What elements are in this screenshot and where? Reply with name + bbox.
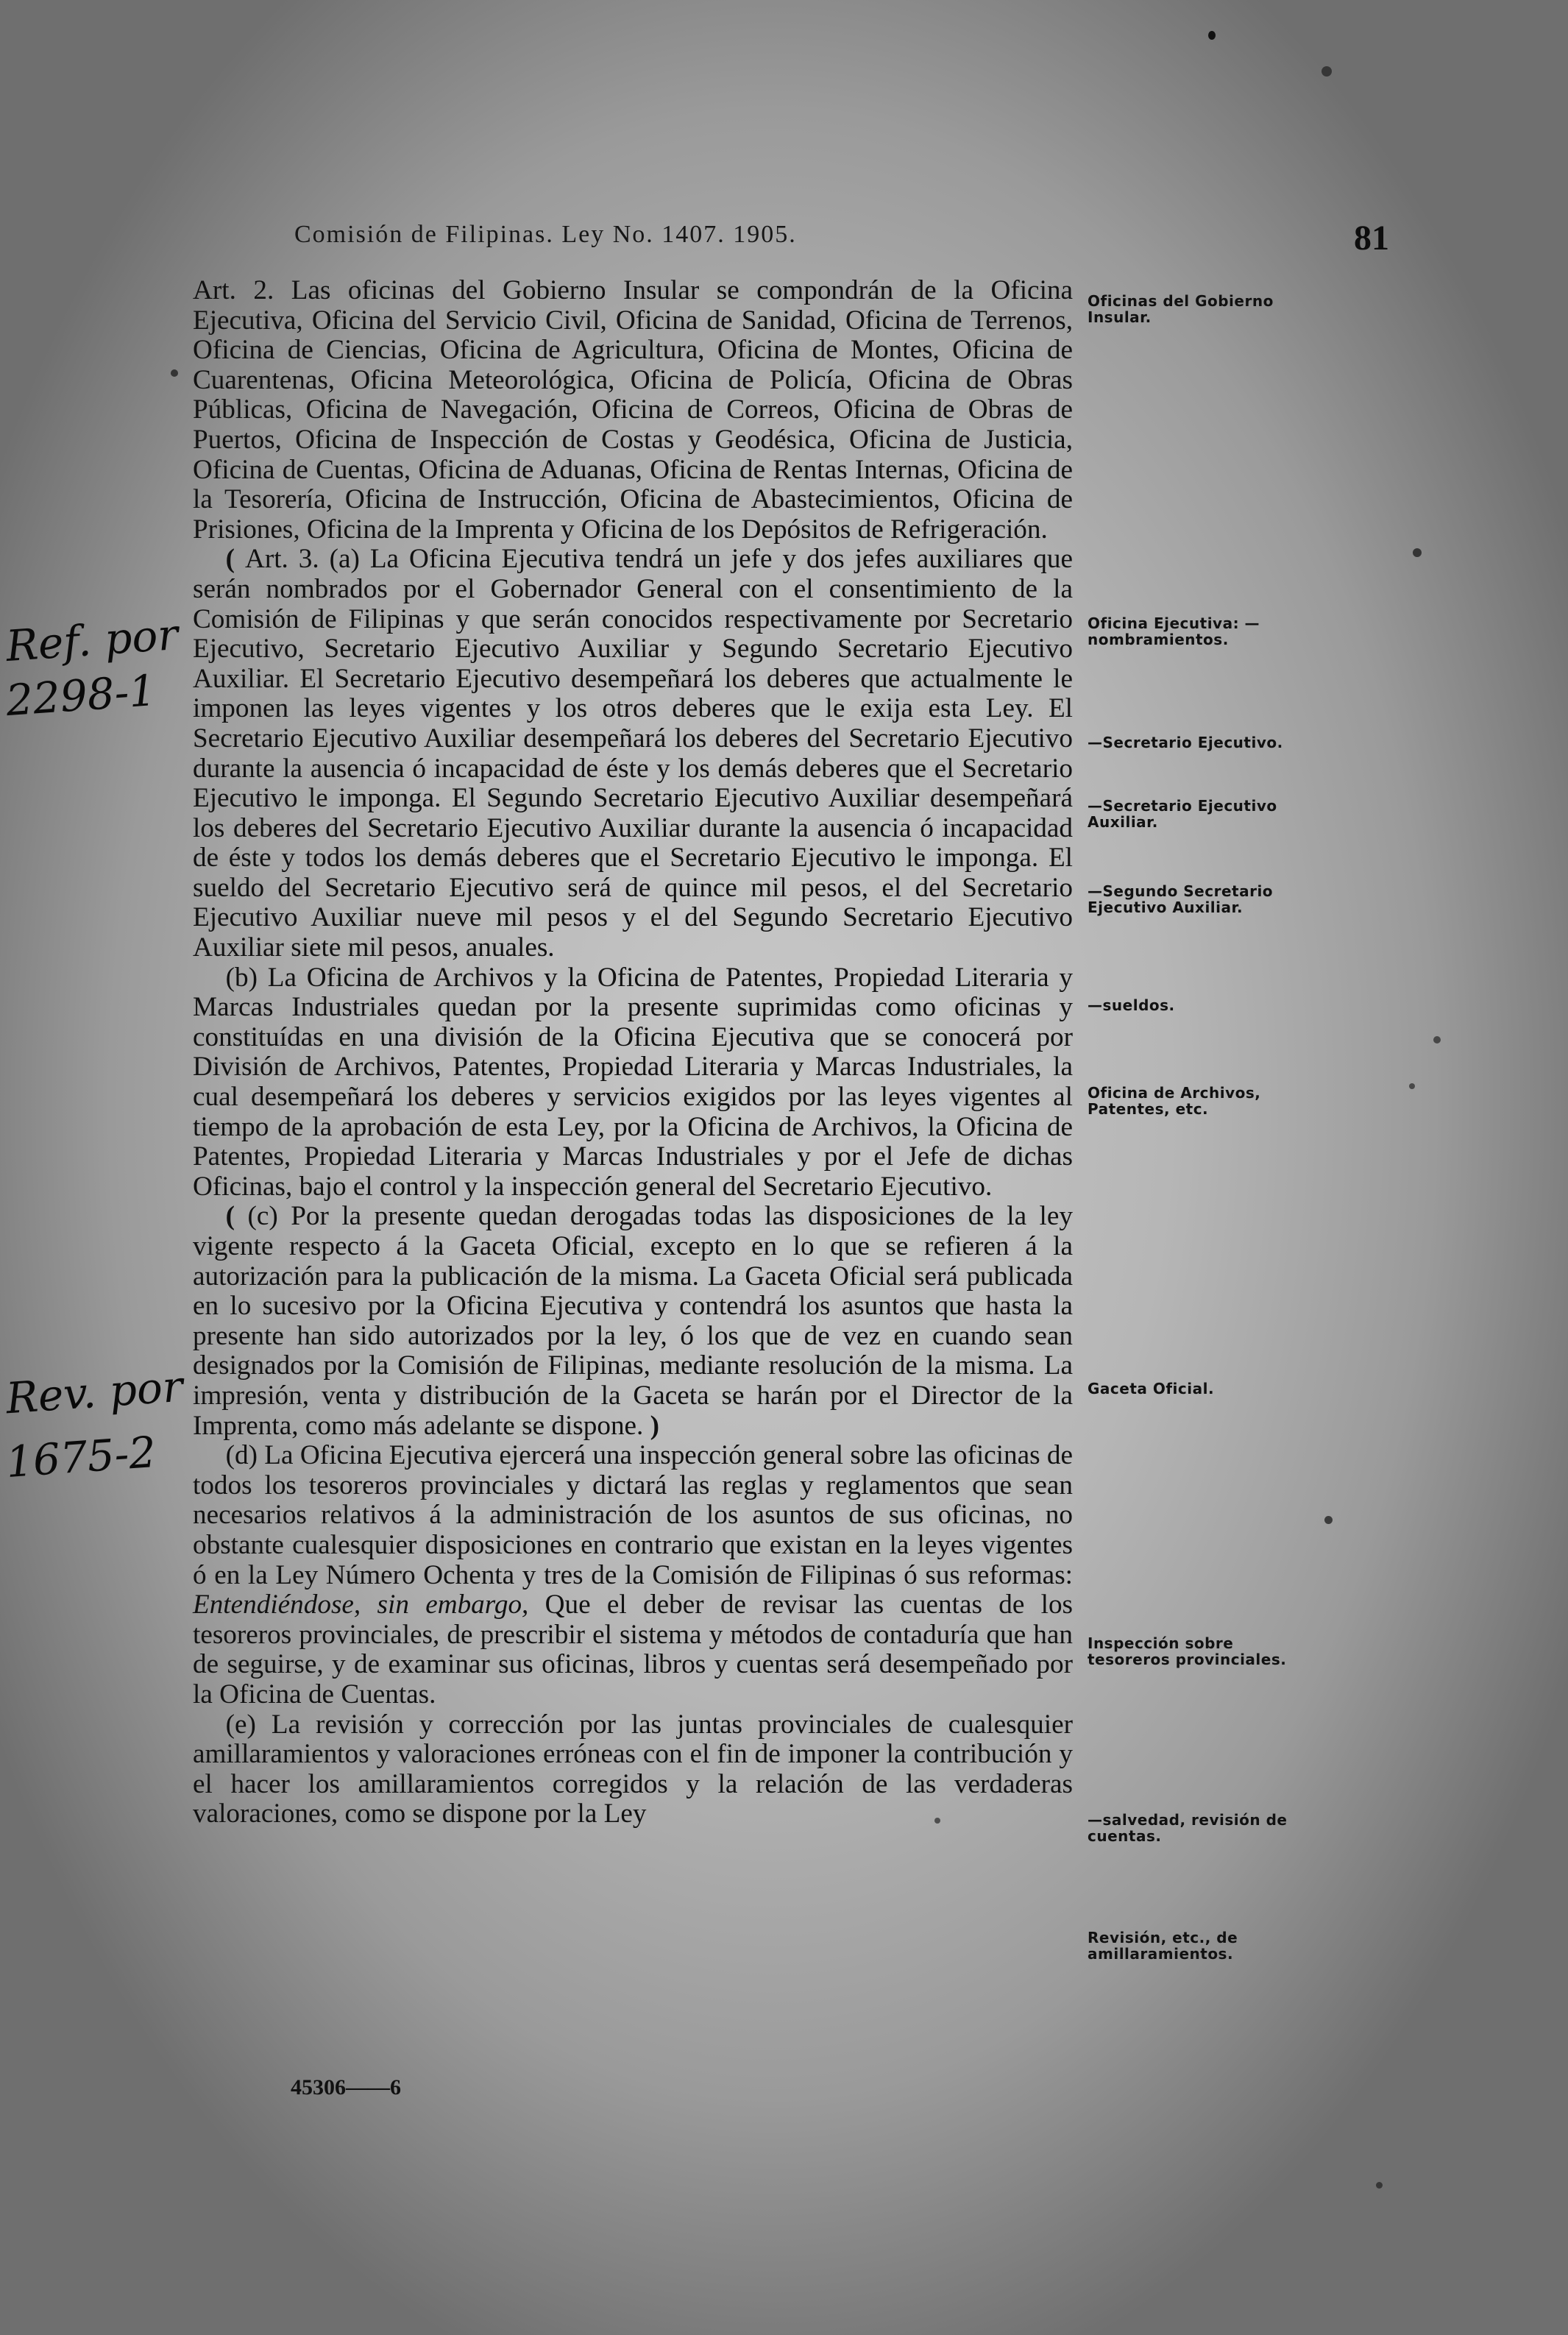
margin-note-gaceta: Gaceta Oficial. bbox=[1088, 1380, 1215, 1397]
handwritten-note-rev-number: 1675-2 bbox=[4, 1426, 158, 1488]
article-3-c-text: (c) Por la presente quedan derogadas todas las disposiciones de la ley vigente respecto á la Gaceta Oficial, excepto en lo que se refieren á la autorización para la publicación de la misma. La Gaceta Oficial será publicada en lo sucesivo por la Oficina Ejecutiva y contendrá los asuntos que hasta la presente han sido autorizados por la ley, ó los que de vez en cuando sean designados por la Comisión de Filipinas, mediante resolución de la misma. La impresión, venta y distribución de la Gaceta se harán por el Director de la Imprenta, como más adelante se dispone. bbox=[193, 1201, 1073, 1441]
bracket-mark: ( bbox=[225, 1201, 248, 1232]
margin-note-tesoreros: Inspección sobre tesoreros provinciales. bbox=[1088, 1634, 1287, 1668]
scan-speck bbox=[1409, 1083, 1415, 1089]
bracket-mark: ) bbox=[643, 1410, 660, 1441]
margin-note-oficina-ejecutiva: Oficina Ejecutiva: —nombramientos. bbox=[1088, 614, 1260, 648]
legal-text bbox=[193, 276, 1073, 1829]
handwritten-note-ref: Ref. por bbox=[4, 609, 180, 672]
margin-note-oficinas: Oficinas del Gobierno Insular. bbox=[1088, 292, 1274, 326]
article-3-c bbox=[193, 1202, 1073, 1441]
scan-speck bbox=[1413, 548, 1422, 557]
running-head: Comisión de Filipinas. Ley No. 1407. 1905. bbox=[294, 221, 797, 248]
article-3-b: (b) La Oficina de Archivos y la Oficina de Patentes, Propiedad Literaria y Marcas Industriales quedan por la presente suprimidas como oficinas y constituídas en una división de la Oficina Ejecutiva que se conocerá por División de Archivos, Patentes, Propiedad Literaria y Marcas Industriales, la cual desempeñará los deberes y servicios exigidos por las leyes vigentes al tiempo de la aprobación de esta Ley, por la Oficina de Archivos, la Oficina de Patentes, Propiedad Literaria y Marcas Industriales y por el Jefe de dichas Oficinas, bajo el control y la inspección general del Secretario Ejecutivo. bbox=[193, 962, 1073, 1202]
margin-note-salvedad: —salvedad, revisión de cuentas. bbox=[1088, 1811, 1288, 1845]
article-3-a bbox=[193, 545, 1073, 963]
article-3-a-text: Art. 3. (a) La Oficina Ejecutiva tendrá un jefe y dos jefes auxiliares que serán nombrados por el Gobernador General con el consentimiento de la Comisión de Filipinas y que serán conocidos respectivamente por Secretario Ejecutivo, Secretario Ejecutivo Auxiliar y Segundo Secretario Ejecutivo Auxiliar. El Secretario Ejecutivo desempeñará los deberes que actualmente le imponen las leyes vigentes y los otros deberes que le exija esta Ley. El Secretario Ejecutivo Auxiliar desempeñará los deberes del Secretario Ejecutivo durante la ausencia ó incapacidad de éste y los demás deberes que el Secretario Ejecutivo le imponga. El Segundo Secretario Ejecutivo Auxiliar desempeñará los deberes del Secretario Ejecutivo Auxiliar durante la ausencia ó incapacidad de éste y todos los demás deberes que el Secretario Ejecutivo le imponga. El sueldo del Secretario Ejecutivo será de quince mil pesos, el del Secretario Ejecutivo Auxiliar nueve mil pesos y el del Segundo Secretario Ejecutivo Auxiliar siete mil pesos, anuales. bbox=[193, 544, 1073, 963]
scan-speck bbox=[1208, 31, 1216, 40]
scan-speck bbox=[1433, 1036, 1441, 1044]
bracket-mark: ( bbox=[225, 544, 245, 575]
handwritten-note-rev: Rev. por bbox=[4, 1361, 185, 1424]
page-number: 81 bbox=[1354, 219, 1389, 258]
article-3-d-text-2: Que el deber de revisar las cuentas de los tesoreros provinciales, de prescribir el sistema y métodos de contaduría que han de seguirse, y de examinar sus oficinas, libros y cuentas será desempeñado por la Oficina de Cuentas. bbox=[193, 1590, 1074, 1709]
scan-speck bbox=[1322, 66, 1332, 77]
margin-note-amillaramientos: Revisión, etc., de amillaramientos. bbox=[1088, 1929, 1238, 1963]
handwritten-note-ref-number: 2298-1 bbox=[4, 665, 158, 726]
article-3-d bbox=[193, 1441, 1073, 1709]
margin-note-secretario: —Secretario Ejecutivo. bbox=[1088, 734, 1283, 751]
scan-speck bbox=[1376, 2182, 1383, 2189]
article-3-e: (e) La revisión y corrección por las juntas provinciales de cualesquier amillaramientos y valoraciones erróneas con el fin de imponer la contribución y el hacer los amillaramientos corregidos y la relación de las verdaderas valoraciones, como se dispone por la Ley bbox=[193, 1709, 1073, 1829]
margin-note-sueldos: —sueldos. bbox=[1088, 996, 1175, 1014]
margin-note-archivos: Oficina de Archivos, Patentes, etc. bbox=[1088, 1084, 1261, 1118]
margin-note-segundo-secretario: —Segundo Secretario Ejecutivo Auxiliar. bbox=[1088, 882, 1274, 916]
article-3-d-proviso: Entendiéndose, sin embargo, bbox=[193, 1590, 529, 1620]
scan-speck bbox=[171, 369, 178, 377]
article-2: Art. 2. Las oficinas del Gobierno Insular se compondrán de la Oficina Ejecutiva, Oficina del Servicio Civil, Oficina de Sanidad, Oficina de Terrenos, Oficina de Ciencias, Oficina de Agricultura, Oficina de Montes, Oficina de Cuarentenas, Oficina Meteorológica, Oficina de Policía, Oficina de Obras Públicas, Oficina de Navegación, Oficina de Correos, Oficina de Obras de Puertos, Oficina de Inspección de Costas y Geodésica, Oficina de Justicia, Oficina de Cuentas, Oficina de Aduanas, Oficina de Rentas Internas, Oficina de la Tesorería, Oficina de Instrucción, Oficina de Abastecimientos, Oficina de Prisiones, Oficina de la Imprenta y Oficina de los Depósitos de Refrigeración. bbox=[193, 275, 1073, 545]
scan-speck bbox=[1324, 1516, 1333, 1524]
footer-signature-code: 45306——6 bbox=[291, 2075, 401, 2100]
margin-note-secretario-auxiliar: —Secretario Ejecutivo Auxiliar. bbox=[1088, 797, 1277, 831]
article-3-d-text: (d) La Oficina Ejecutiva ejercerá una inspección general sobre las oficinas de todos los tesoreros provinciales y dictará las reglas y reglamentos que sean necesarios relativos á la administración de los asuntos de sus oficinas, no obstante cualesquier disposiciones en contrario que existan en la leyes vigentes ó en la Ley Número Ochenta y tres de la Comisión de Filipinas ó sus reformas: bbox=[193, 1440, 1073, 1590]
